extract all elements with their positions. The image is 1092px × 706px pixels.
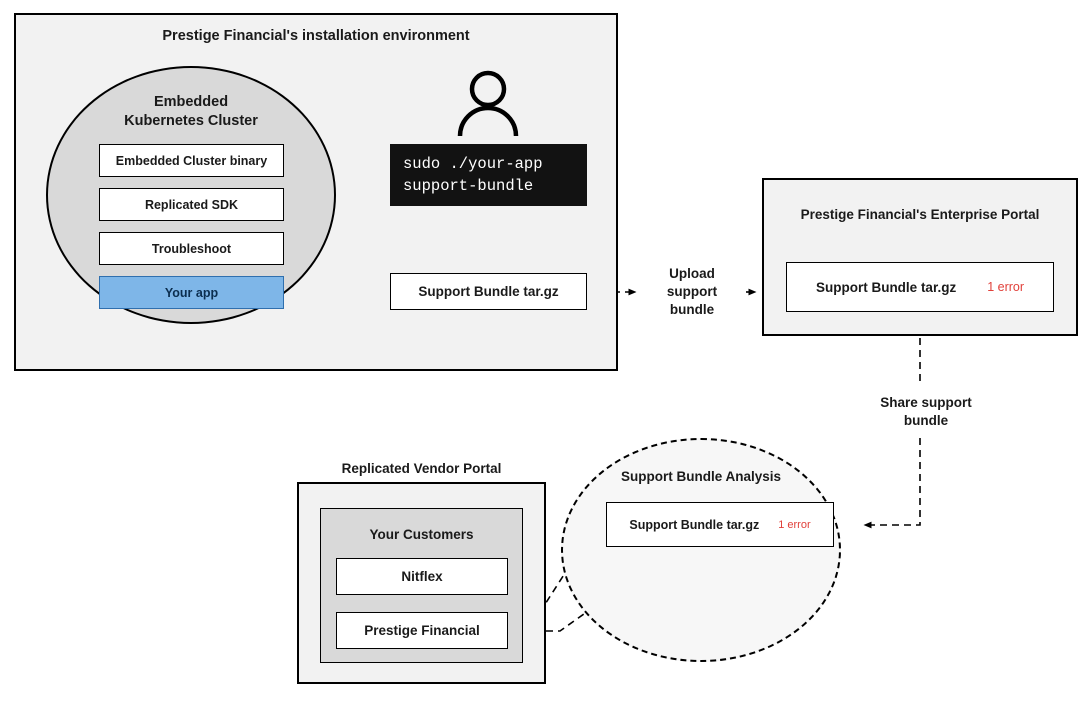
vendor-portal-title: Replicated Vendor Portal xyxy=(341,460,502,476)
analysis-bundle-label: Support Bundle tar.gz xyxy=(629,517,760,532)
installation-environment-title: Prestige Financial's installation environment xyxy=(162,28,470,44)
upload-label-line3: bundle xyxy=(669,302,715,317)
component-replicated-sdk: Replicated SDK xyxy=(99,188,284,221)
terminal-command-box xyxy=(390,144,587,206)
enterprise-portal-bundle-label: Support Bundle tar.gz xyxy=(815,279,957,295)
share-label-line1: Share support xyxy=(880,395,972,410)
component-troubleshoot: Troubleshoot xyxy=(99,232,284,265)
support-bundle-file: Support Bundle tar.gz xyxy=(390,273,587,310)
enterprise-portal-title: Prestige Financial's Enterprise Portal xyxy=(800,206,1040,222)
enterprise-portal-panel xyxy=(762,178,1078,336)
customer-nitflex: Nitflex xyxy=(336,558,508,595)
enterprise-portal-support-bundle-row xyxy=(786,262,1054,312)
enterprise-portal-error-text: 1 error xyxy=(987,280,1025,294)
terminal-line-2: support-bundle xyxy=(403,177,534,195)
support-bundle-analysis-title: Support Bundle Analysis xyxy=(620,468,782,484)
share-support-bundle-label xyxy=(866,392,986,432)
analysis-error-badge xyxy=(773,519,810,531)
terminal-line-1: sudo ./your-app xyxy=(403,155,543,173)
your-customers-title: Your Customers xyxy=(369,526,474,542)
cluster-title-line1: Embedded xyxy=(153,94,229,110)
customer-prestige-financial: Prestige Financial xyxy=(336,612,508,649)
cluster-title-line2: Kubernetes Cluster xyxy=(124,113,258,129)
analysis-support-bundle-row xyxy=(606,502,834,547)
embedded-kubernetes-cluster-title xyxy=(96,92,286,132)
upload-label-line2: support xyxy=(666,284,718,299)
component-embedded-cluster-binary: Embedded Cluster binary xyxy=(99,144,284,177)
share-label-line2: bundle xyxy=(903,413,949,428)
component-your-app: Your app xyxy=(99,276,284,309)
upload-label-line1: Upload xyxy=(669,266,715,281)
enterprise-portal-error-badge xyxy=(982,280,1024,294)
arrow-share-to-analysis xyxy=(864,438,920,525)
user-avatar-icon xyxy=(452,70,524,138)
analysis-error-text: 1 error xyxy=(778,518,811,531)
upload-support-bundle-label xyxy=(642,263,742,321)
